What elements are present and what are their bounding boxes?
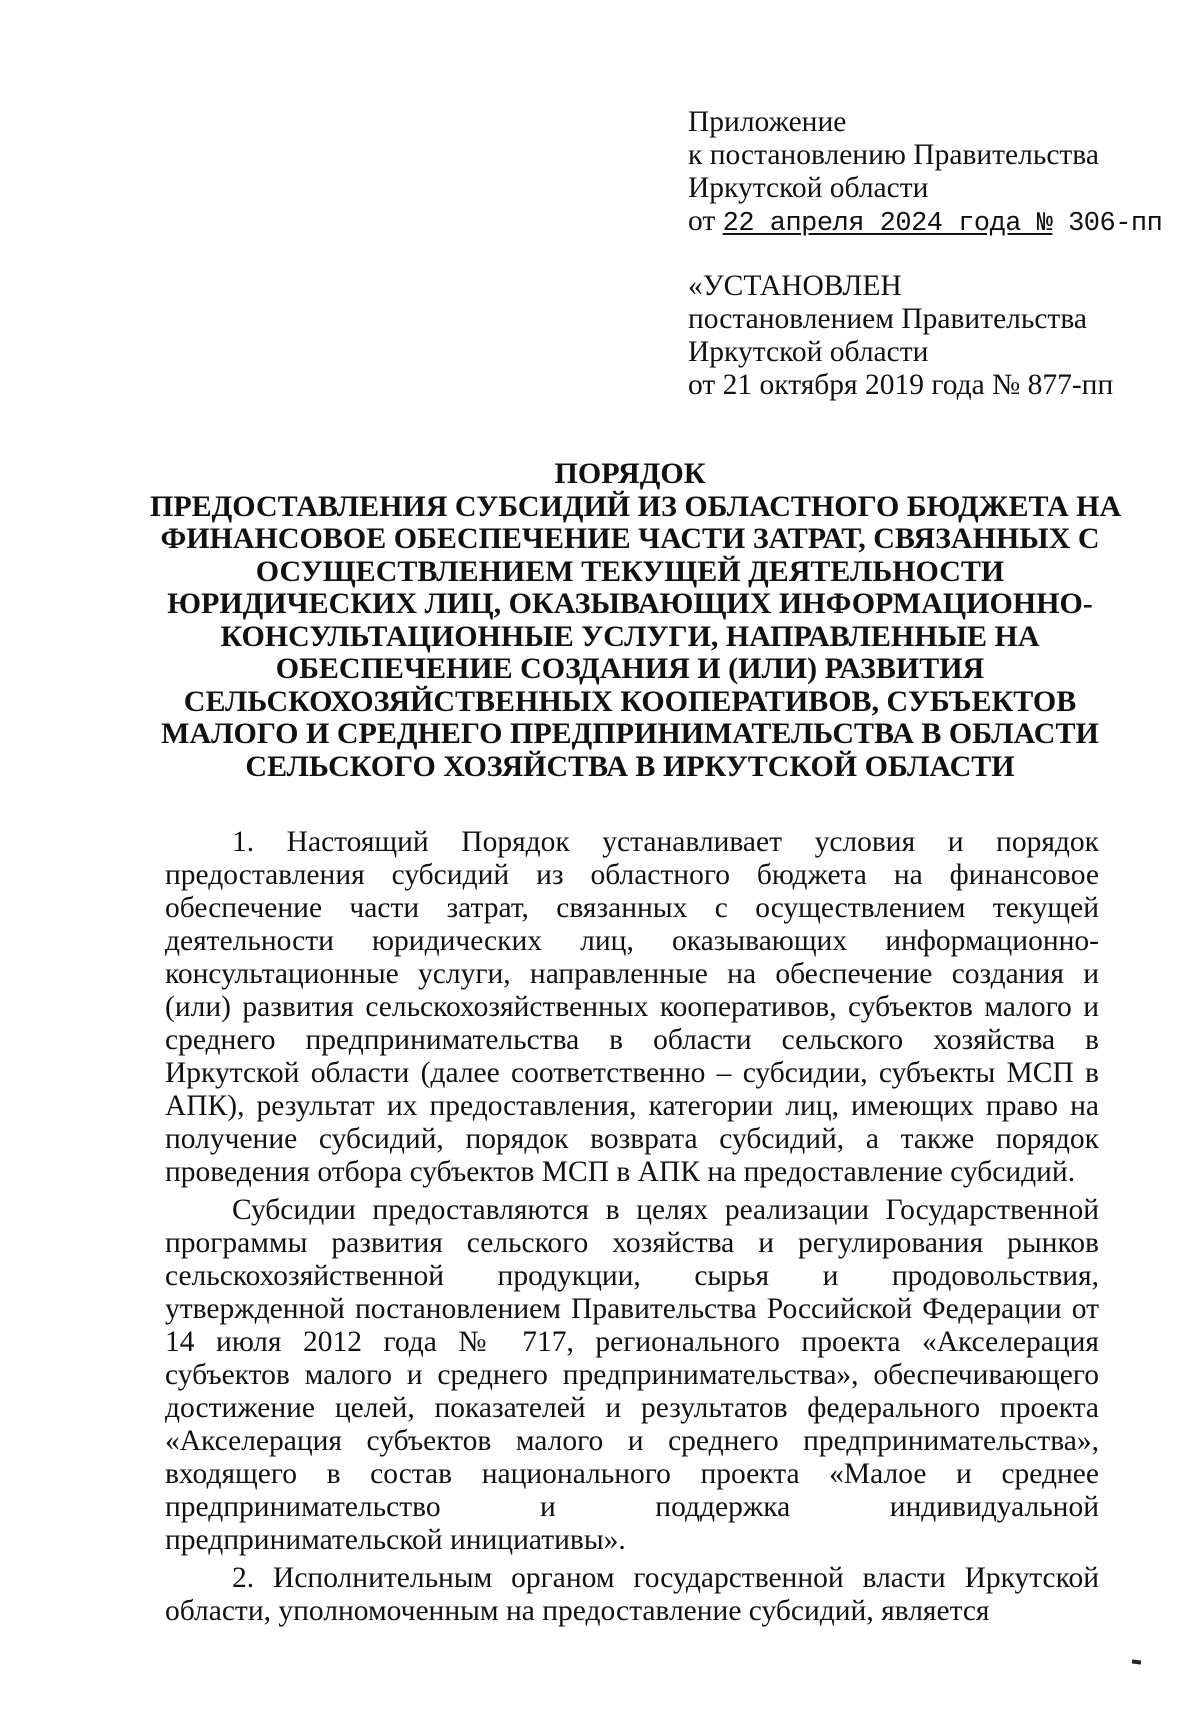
title-line: ПРЕДОСТАВЛЕНИЯ СУБСИДИЙ ИЗ ОБЛАСТНОГО БЮДЖЕТА НА [150,489,1122,523]
title-line: МАЛОГО И СРЕДНЕГО ПРЕДПРИНИМАТЕЛЬСТВА В ОБЛАСТИ [161,717,1099,750]
attachment-date: 22 апреля 2024 года № [722,209,1053,239]
attachment-date-line [688,205,1168,241]
attachment-date-prefix: от [688,205,716,237]
title-line: ПОРЯДОК [554,457,706,490]
established-region: Иркутской области [688,336,929,368]
document-body [165,826,1099,1628]
attachment-block [688,106,1168,241]
established-date: от 21 октября 2019 года № 877-пп [688,369,1114,401]
established-heading: «УСТАНОВЛЕН [688,270,902,302]
title-line: СЕЛЬСКОГО ХОЗЯЙСТВА В ИРКУТСКОЙ ОБЛАСТИ [245,749,1015,783]
attachment-region: Иркутской области [688,172,929,204]
document-title [150,457,1122,783]
attachment-number: 306-пп [1068,209,1163,239]
title-line: ОБЕСПЕЧЕНИЕ СОЗДАНИЯ И (ИЛИ) РАЗВИТИЯ [275,652,985,685]
established-block [688,270,1168,402]
attachment-date-typed [723,209,1163,239]
body-paragraph-1: 1. Настоящий Порядок устанавливает условия и порядок предоставления субсидий из областного бюджета на финансовое обеспечение части затрат, связанных с осуществлением текущей деятельности юридических лиц, оказывающих информационно-консультационные услуги, направленные на обеспечение создания и (или) развития сельскохозяйственных кооперативов, субъектов малого и среднего предпринимательства в области сельского хозяйства в Иркутской области (далее соответственно – субсидии, субъекты МСП в АПК), результат их предоставления, категории лиц, имеющих право на получение субсидий, порядок возврата субсидий, а также порядок проведения отбора субъектов МСП в АПК на предоставление субсидий. [165,826,1099,1188]
title-line: ФИНАНСОВОЕ ОБЕСПЕЧЕНИЕ ЧАСТИ ЗАТРАТ, СВЯЗАННЫХ С [160,522,1100,555]
body-paragraph-3: 2. Исполнительным органом государственной власти Иркутской области, уполномоченным на предоставление субсидий, является [165,1562,1099,1627]
attachment-reference: к постановлению Правительства [688,139,1099,171]
established-by: постановлением Правительства [688,303,1087,335]
title-line: СЕЛЬСКОХОЗЯЙСТВЕННЫХ КООПЕРАТИВОВ, СУБЪЕКТОВ [183,684,1077,718]
scan-mark [1132,1659,1141,1664]
title-line: ОСУЩЕСТВЛЕНИЕМ ТЕКУЩЕЙ ДЕЯТЕЛЬНОСТИ [255,554,1005,588]
title-line: ЮРИДИЧЕСКИХ ЛИЦ, ОКАЗЫВАЮЩИХ ИНФОРМАЦИОННО- [167,587,1093,620]
title-line: КОНСУЛЬТАЦИОННЫЕ УСЛУГИ, НАПРАВЛЕННЫЕ НА [220,619,1040,653]
body-paragraph-2: Субсидии предоставляются в целях реализации Государственной программы развития сельского хозяйства и регулирования рынков сельскохозяйственной продукции, сырья и продовольствия, утвержденной постановлением Правительства Российской Федерации от 14 июля 2012 года № 717, регионального проекта «Акселерация субъектов малого и среднего предпринимательства», обеспечивающего достижение целей, показателей и результатов федерального проекта «Акселерация субъектов малого и среднего предпринимательства», входящего в состав национального проекта «Малое и среднее предпринимательство и поддержка индивидуальной предпринимательской инициативы». [165,1194,1099,1556]
attachment-heading: Приложение [688,106,847,138]
